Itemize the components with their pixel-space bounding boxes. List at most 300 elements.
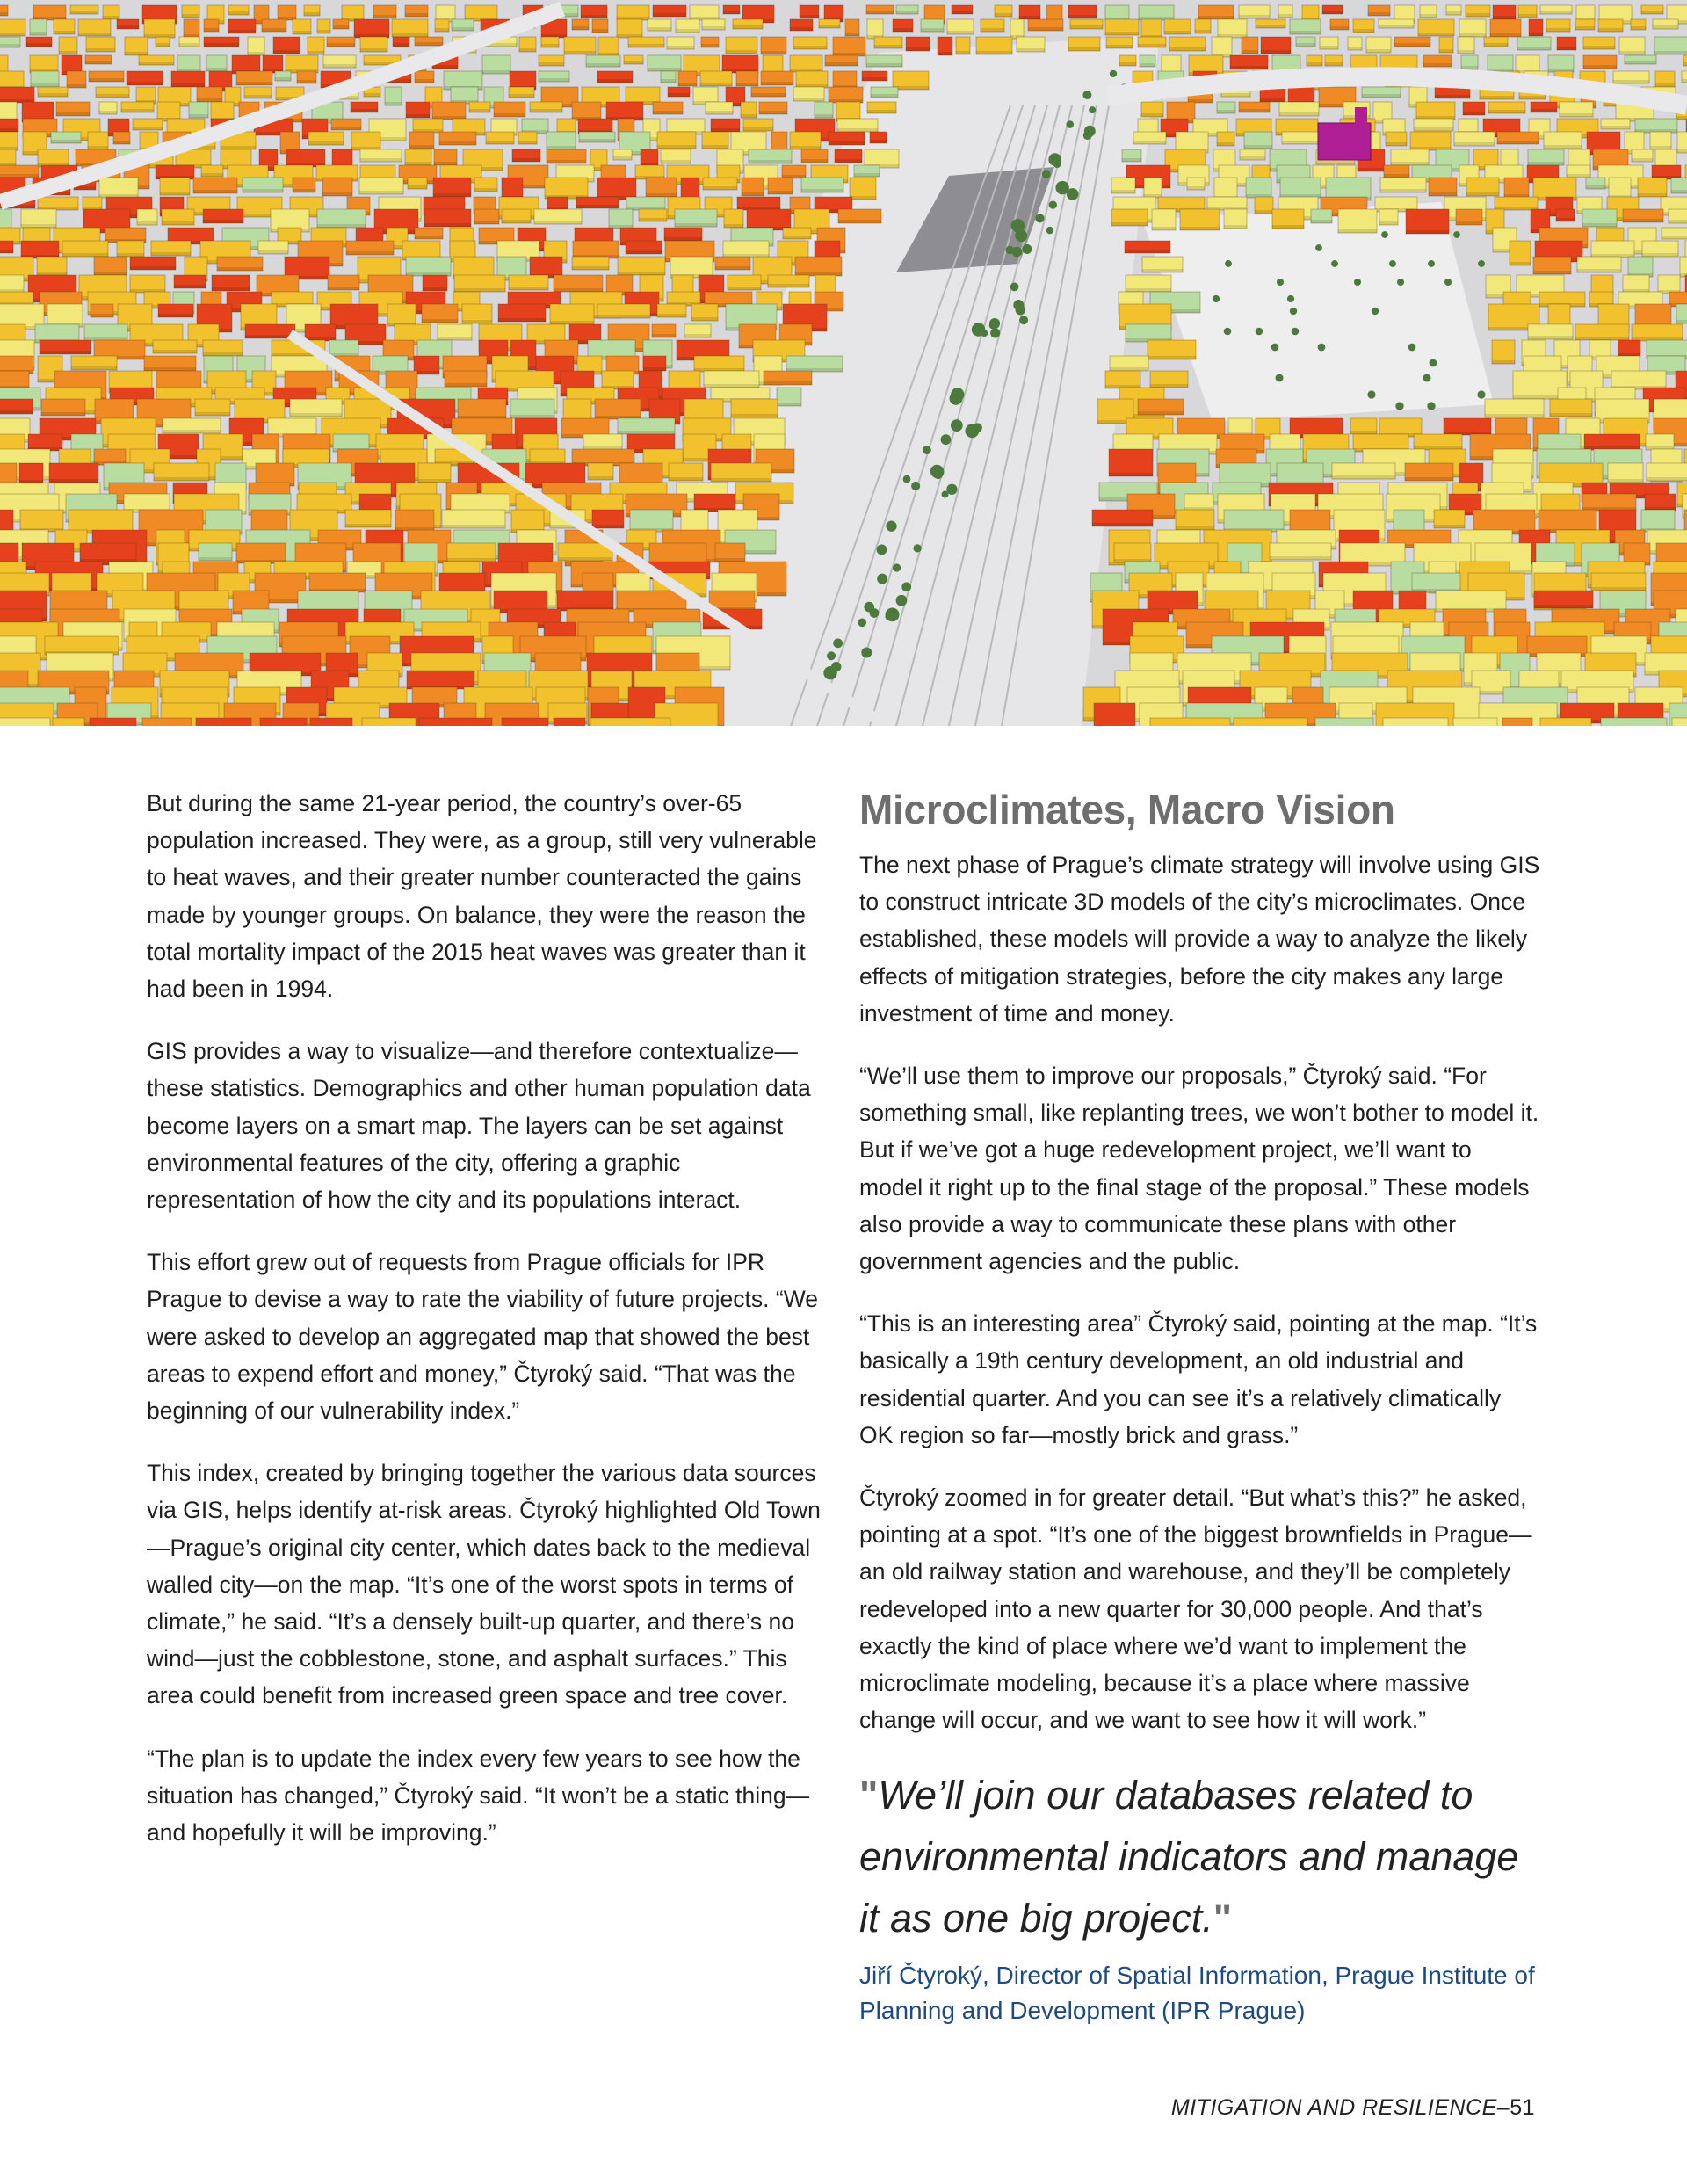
building-shadow — [244, 95, 272, 98]
building-shadow — [731, 414, 778, 417]
tree — [1290, 308, 1297, 315]
building-shadow — [867, 110, 896, 113]
building-shadow — [871, 94, 898, 98]
building-shadow — [474, 188, 497, 192]
building-shadow — [156, 43, 170, 47]
tree — [877, 574, 887, 584]
tree — [1022, 244, 1032, 254]
building-shadow — [415, 236, 443, 239]
building-shadow — [947, 31, 974, 34]
building-shadow — [86, 48, 115, 52]
building-shadow — [290, 413, 342, 417]
tree — [1453, 231, 1460, 238]
building-shadow — [415, 42, 443, 46]
building-shadow — [103, 16, 119, 19]
building-shadow — [258, 250, 288, 254]
building-block — [554, 718, 585, 726]
building-block — [1492, 340, 1515, 364]
building-shadow — [125, 52, 148, 55]
building-shadow — [1456, 221, 1482, 225]
building-shadow — [815, 114, 833, 118]
building-shadow — [509, 94, 534, 98]
section-label: MITIGATION AND RESILIENCE — [1170, 2095, 1497, 2120]
building-shadow — [70, 11, 98, 14]
footer-separator: – — [1496, 2095, 1510, 2120]
building-shadow — [0, 250, 13, 253]
building-shadow — [790, 27, 813, 31]
building-shadow — [643, 367, 666, 371]
building-block — [1383, 718, 1448, 726]
building-shadow — [59, 51, 77, 54]
building-shadow — [1683, 62, 1687, 66]
building-shadow — [1133, 141, 1166, 144]
building-shadow — [1531, 109, 1557, 112]
building-block — [1601, 718, 1667, 726]
page-footer — [1171, 2095, 1535, 2121]
tree — [903, 475, 911, 483]
body-paragraph: This index, created by bringing together the various data sources via GIS, helps identify at-risk areas. Čtyroký highlighted Old Town—Prague’s original city center, which dates back to the medieval walled city—on the map. “It’s one of the worst spots in terms of climate,” he said. “It’s a densely built-up quarter, and there’s no wind—just the cobblestone, stone, and asphalt surfaces.” This area could benefit from increased green space and tree cover. — [147, 1460, 821, 1709]
building-shadow — [331, 127, 361, 130]
building-shadow — [1138, 44, 1166, 47]
building-shadow — [1068, 15, 1097, 18]
tree — [1082, 91, 1091, 99]
building-shadow — [1261, 50, 1291, 54]
building-block — [1510, 241, 1531, 265]
building-shadow — [1150, 384, 1188, 388]
building-shadow — [1638, 193, 1667, 197]
building-shadow — [486, 141, 514, 144]
building-shadow — [308, 51, 324, 54]
building-shadow — [189, 114, 208, 118]
building-shadow — [49, 479, 98, 483]
building-shadow — [1557, 47, 1576, 50]
building-shadow — [1176, 526, 1214, 530]
building-shadow — [99, 111, 117, 114]
building-shadow — [519, 48, 536, 52]
building-shadow — [668, 93, 690, 97]
building-shadow — [174, 285, 206, 288]
building-shadow — [554, 288, 603, 292]
building-shadow — [154, 477, 209, 481]
building-shadow — [1320, 46, 1338, 49]
building-shadow — [541, 44, 559, 47]
building-shadow — [800, 15, 819, 18]
tree — [1089, 106, 1096, 113]
tree — [972, 323, 986, 337]
building-shadow — [896, 11, 918, 14]
building-shadow — [838, 220, 881, 223]
building-shadow — [345, 524, 391, 527]
building-shadow — [764, 381, 812, 385]
building-shadow — [938, 52, 952, 55]
tree — [901, 582, 911, 591]
pull-quote-body: We’ll join our databases related to environmental indicators and manage it as one big project. — [859, 1773, 1519, 1941]
building-shadow — [41, 412, 85, 416]
building-shadow — [768, 284, 809, 287]
building-shadow — [415, 79, 434, 83]
building-shadow — [56, 112, 90, 116]
building-shadow — [1642, 253, 1678, 257]
building-shadow — [539, 78, 569, 82]
building-shadow — [1240, 156, 1265, 160]
building-shadow — [1169, 47, 1206, 51]
building-shadow — [393, 43, 409, 47]
tree — [1444, 279, 1452, 286]
building-shadow — [31, 83, 59, 87]
building-shadow — [1459, 33, 1486, 37]
building-shadow — [664, 237, 702, 241]
building-shadow — [1362, 94, 1401, 98]
building-shadow — [1198, 16, 1234, 19]
body-paragraph: “This is an interesting area” Čtyroký said, pointing at the map. “It’s basically a 19th century development, an old industrial and residential quarter. And you can see it’s a relatively climatically OK region so far—mostly brick and grass.” — [859, 1310, 1538, 1448]
building-shadow — [228, 11, 249, 15]
building-shadow — [308, 141, 344, 145]
building-shadow — [652, 334, 676, 337]
building-shadow — [777, 403, 801, 406]
building-shadow — [117, 25, 139, 29]
building-block — [1234, 718, 1307, 726]
building-shadow — [793, 98, 824, 101]
tree — [858, 619, 866, 628]
building-shadow — [1485, 414, 1544, 417]
building-shadow — [494, 113, 525, 117]
building-shadow — [89, 78, 124, 82]
building-shadow — [870, 140, 887, 143]
building-shadow — [94, 272, 127, 275]
building-shadow — [1180, 227, 1220, 230]
body-paragraph: But during the same 21-year period, the country’s over-65 population increased. They were, as a group, still very vulnerable to heat waves, and their greater number counteracted the gains made by younger groups. On balance, they were the reason the total mortality impact of the 2015 heat waves was greater than it had been in 1994. — [147, 790, 817, 1003]
building-shadow — [1519, 96, 1546, 99]
building-shadow — [96, 94, 129, 98]
building-shadow — [1631, 26, 1646, 30]
building-shadow — [956, 51, 970, 54]
building-shadow — [728, 287, 761, 290]
building-shadow — [1497, 141, 1539, 144]
building-shadow — [422, 319, 458, 323]
building-shadow — [438, 337, 472, 340]
building-shadow — [359, 191, 403, 194]
building-shadow — [1380, 189, 1426, 192]
building-block — [1109, 449, 1153, 476]
building-shadow — [171, 83, 205, 87]
building-shadow — [199, 557, 232, 561]
building-shadow — [1111, 190, 1135, 193]
building-shadow — [866, 11, 894, 14]
building-shadow — [648, 27, 671, 31]
tree — [1408, 344, 1416, 352]
tree — [1048, 153, 1061, 166]
body-paragraph: Čtyroký zoomed in for greater detail. “But what’s this?” he asked, pointing at a spot. “It’s one of the biggest brownfields in Prague—an old railway station and warehouse, and they’ll be completely redeveloped into a new quarter for 30,000 people. And that’s exactly the kind of place where we’d want to implement the microclimate modeling, because it’s a place where massive change will occur, and we want to see how it will work.” — [859, 1484, 1532, 1734]
building-shadow — [0, 12, 8, 16]
building-shadow — [1358, 168, 1385, 171]
building-shadow — [445, 383, 487, 387]
building-shadow — [248, 52, 264, 55]
building-shadow — [74, 186, 96, 190]
building-shadow — [684, 334, 711, 337]
building-shadow — [518, 141, 537, 144]
building-shadow — [1586, 185, 1605, 189]
tree — [1110, 70, 1117, 77]
tree — [1292, 328, 1300, 336]
building-shadow — [768, 191, 793, 194]
building-shadow — [51, 140, 81, 143]
building-shadow — [204, 28, 219, 32]
body-paragraph: This effort grew out of requests from Prague officials for IPR Prague to devise a way to rate the viability of future projects. “We were asked to develop an aggregated map that showed the best areas to expend effort and money,” Čtyroký said. “That was the beginning of our vulnerability index.” — [147, 1249, 818, 1425]
building-shadow — [981, 28, 1004, 32]
close-quote-icon: " — [1213, 1896, 1233, 1941]
tree — [990, 328, 1000, 337]
building-shadow — [1655, 83, 1675, 87]
building-shadow — [618, 431, 675, 434]
building-shadow — [439, 141, 476, 145]
building-shadow — [424, 223, 471, 227]
building-shadow — [648, 68, 681, 71]
building-shadow — [1439, 49, 1453, 53]
building-shadow — [576, 205, 619, 208]
building-shadow — [761, 51, 786, 54]
building-shadow — [592, 29, 608, 33]
tree — [973, 423, 982, 432]
building-shadow — [1591, 587, 1646, 591]
building-shadow — [1142, 269, 1183, 272]
building-shadow — [1650, 146, 1671, 149]
building-shadow — [588, 476, 613, 480]
landmark-building — [1318, 123, 1371, 160]
building-block — [1502, 718, 1532, 726]
tree — [896, 595, 908, 606]
tree — [1315, 244, 1322, 251]
building-shadow — [597, 315, 650, 318]
building-shadow — [1575, 337, 1629, 340]
building-block — [1315, 718, 1373, 726]
tree — [923, 446, 931, 454]
building-shadow — [1647, 477, 1687, 481]
building-shadow — [1466, 192, 1499, 196]
building-shadow — [273, 50, 300, 54]
building-shadow — [1641, 11, 1663, 14]
building-shadow — [921, 28, 944, 32]
building-shadow — [1654, 51, 1687, 54]
building-shadow — [1662, 236, 1687, 239]
building-shadow — [657, 314, 686, 317]
building-shadow — [550, 321, 594, 324]
vulnerability-3d-map — [0, 0, 1687, 726]
building-shadow — [117, 253, 144, 257]
tree — [1012, 247, 1023, 258]
building-shadow — [1017, 48, 1045, 52]
building-shadow — [195, 412, 230, 416]
building-shadow — [653, 13, 686, 17]
building-shadow — [1140, 63, 1155, 67]
building-shadow — [1575, 26, 1595, 30]
building-shadow — [1488, 110, 1525, 113]
tree — [1381, 231, 1388, 238]
building-shadow — [1676, 320, 1687, 323]
building-shadow — [1330, 26, 1349, 30]
building-shadow — [572, 266, 609, 270]
building-shadow — [408, 185, 427, 189]
building-shadow — [1391, 162, 1429, 165]
building-shadow — [751, 93, 786, 97]
building-shadow — [0, 410, 33, 414]
building-shadow — [1379, 221, 1398, 225]
building-shadow — [1625, 61, 1656, 64]
building-shadow — [144, 367, 196, 371]
building-shadow — [1256, 25, 1285, 28]
building-shadow — [1366, 49, 1391, 53]
building-shadow — [579, 139, 615, 142]
building-shadow — [418, 479, 451, 483]
building-shadow — [547, 146, 576, 149]
tree — [1367, 390, 1375, 398]
tree — [1013, 300, 1024, 310]
tree — [1427, 402, 1435, 410]
building-shadow — [62, 253, 108, 257]
building-shadow — [432, 65, 458, 69]
building-shadow — [1577, 269, 1621, 272]
building-shadow — [40, 351, 91, 354]
tree — [1010, 282, 1019, 291]
building-shadow — [1677, 149, 1687, 153]
building-shadow — [1109, 473, 1153, 476]
building-shadow — [204, 43, 239, 47]
building-shadow — [669, 477, 703, 481]
building-block — [1338, 209, 1377, 233]
building-shadow — [1492, 360, 1515, 364]
open-quote-icon: " — [859, 1773, 879, 1818]
building-shadow — [1384, 174, 1409, 178]
building-shadow — [1195, 30, 1211, 33]
tree — [1354, 279, 1361, 286]
building-shadow — [1435, 95, 1470, 98]
building-shadow — [1550, 413, 1592, 417]
building-shadow — [0, 44, 20, 47]
building-shadow — [447, 558, 496, 562]
building-shadow — [866, 63, 902, 67]
building-shadow — [862, 77, 887, 81]
building-shadow — [723, 11, 740, 14]
tree — [1389, 260, 1396, 267]
building-shadow — [1529, 33, 1543, 36]
building-shadow — [85, 61, 112, 64]
building-shadow — [1224, 225, 1247, 229]
tree — [1046, 227, 1053, 234]
building-shadow — [906, 47, 930, 51]
building-shadow — [346, 251, 394, 255]
building-shadow — [1122, 158, 1141, 162]
building-shadow — [1528, 162, 1564, 165]
building-shadow — [1138, 411, 1184, 415]
building-shadow — [1221, 93, 1250, 97]
quote-attribution: Jiří Čtyroký, Director of Spatial Information, Prague Institute of Planning and Development (IPR Prague) — [859, 1962, 1535, 2025]
tree — [870, 608, 880, 618]
building-shadow — [715, 558, 745, 562]
building-shadow — [1255, 210, 1273, 214]
building-shadow — [373, 15, 396, 18]
building-block — [419, 718, 492, 726]
tree — [877, 544, 887, 555]
building-shadow — [512, 158, 540, 162]
building-shadow — [203, 352, 243, 356]
building-shadow — [1348, 47, 1362, 50]
building-shadow — [653, 111, 683, 114]
building-shadow — [564, 51, 596, 54]
building-shadow — [1671, 190, 1687, 193]
building-shadow — [179, 43, 199, 47]
building-shadow — [26, 43, 52, 47]
building-shadow — [1463, 112, 1485, 115]
tree — [1331, 260, 1338, 267]
building-shadow — [667, 46, 694, 49]
building-shadow — [197, 98, 222, 102]
left-column — [147, 785, 832, 1876]
tree — [1084, 126, 1096, 137]
tree — [1276, 374, 1284, 382]
building-shadow — [675, 223, 717, 227]
building-shadow — [702, 26, 725, 30]
building-shadow — [498, 318, 546, 322]
pull-quote-text — [859, 1765, 1540, 1949]
tree — [1213, 295, 1220, 302]
tree — [1477, 390, 1485, 398]
building-shadow — [30, 32, 47, 35]
building-shadow — [151, 252, 191, 256]
building-block — [1094, 703, 1135, 726]
building-shadow — [1141, 113, 1163, 117]
building-shadow — [1111, 222, 1148, 226]
building-shadow — [1105, 32, 1139, 35]
tree — [1428, 260, 1435, 267]
building-shadow — [701, 44, 719, 47]
tree — [827, 651, 836, 660]
tree — [989, 322, 996, 329]
building-shadow — [462, 320, 492, 323]
building-shadow — [1546, 28, 1570, 32]
building-shadow — [1434, 525, 1465, 528]
building-shadow — [1544, 145, 1582, 149]
building-shadow — [0, 128, 18, 132]
building-shadow — [1187, 186, 1205, 190]
body-paragraph: GIS provides a way to visualize—and therefore contextualize—these statistics. Demographics and other human population data become layers on a smart map. The layers can be set against environmental features of the city, offering a graphic representation of how the city and its populations interact. — [147, 1038, 811, 1214]
building-shadow — [510, 415, 554, 418]
building-shadow — [850, 196, 876, 200]
building-shadow — [364, 93, 380, 97]
tree — [833, 638, 843, 648]
tree — [951, 388, 964, 401]
building-shadow — [1270, 556, 1331, 560]
building-block — [1453, 718, 1497, 726]
building-shadow — [1632, 158, 1653, 162]
building-shadow — [1279, 112, 1319, 116]
building-block — [90, 718, 136, 726]
tree — [911, 482, 920, 490]
building-block — [502, 718, 548, 726]
building-shadow — [1217, 110, 1235, 113]
tree — [930, 465, 944, 478]
building-shadow — [1454, 142, 1495, 146]
building-shadow — [1613, 80, 1649, 83]
building-shadow — [54, 31, 75, 34]
building-shadow — [327, 43, 355, 47]
building-shadow — [1394, 43, 1430, 47]
building-shadow — [743, 127, 773, 131]
building-shadow — [661, 160, 691, 163]
building-shadow — [139, 62, 174, 65]
building-shadow — [1466, 13, 1490, 17]
building-shadow — [236, 82, 272, 85]
building-shadow — [433, 193, 471, 197]
building-shadow — [1608, 479, 1643, 483]
